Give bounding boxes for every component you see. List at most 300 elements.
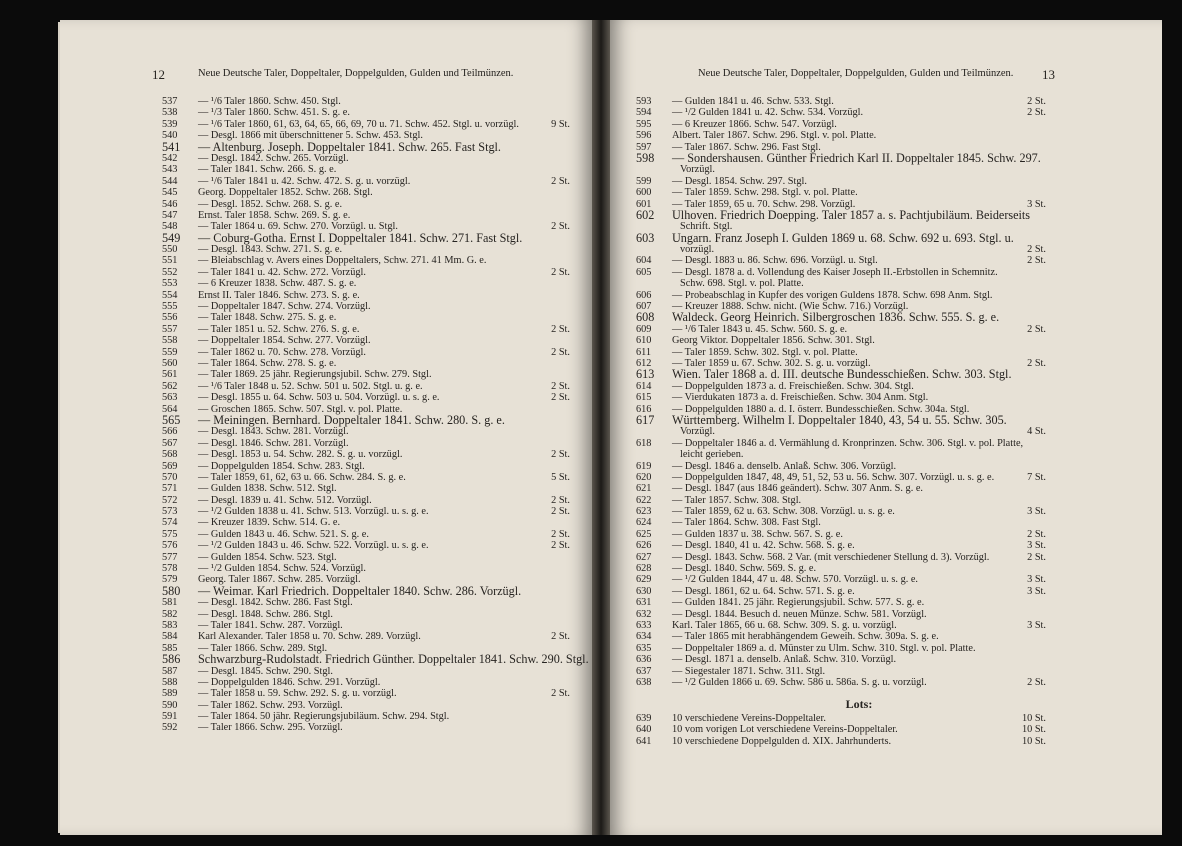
lot-number: 637: [636, 665, 652, 677]
catalog-entry: [672, 449, 1046, 460]
catalog-entry: [162, 175, 570, 187]
lot-description: — Doppelgulden 1873 a. d. Freischießen. Schw. 304. Stgl.: [672, 380, 914, 392]
lot-description: Ungarn. Franz Joseph I. Gulden 1869 u. 68. Schw. 692 u. 693. Stgl. u.: [672, 230, 1014, 245]
lot-number: 556: [162, 312, 178, 324]
lot-description: — Desgl. 1878 a. d. Vollendung des Kaiser Joseph II.-Erbstollen in Schemnitz.: [672, 266, 998, 278]
catalog-entry: [636, 540, 1046, 552]
lot-description: — Taler 1859, 65 u. 70. Schw. 298. Vorzügl.: [672, 198, 856, 210]
catalog-entry: [636, 323, 1046, 335]
catalog-entry: [636, 735, 1046, 747]
lot-number: 601: [636, 198, 652, 210]
catalog-entry: [162, 608, 570, 620]
catalog-entry: [162, 460, 570, 472]
lot-description: Schw. 698. Stgl. v. pol. Platte.: [680, 278, 804, 290]
lot-quantity: 3 St.: [1027, 574, 1046, 586]
running-header: Neue Deutsche Taler, Doppeltaler, Doppelgulden, Gulden und Teilmünzen.: [698, 68, 1014, 79]
catalog-entry: [162, 369, 570, 381]
lot-number: 543: [162, 164, 178, 176]
lot-description: Karl. Taler 1865, 66 u. 68. Schw. 309. S. g. u. vorzügl.: [672, 619, 897, 631]
lot-quantity: 2 St.: [1027, 528, 1046, 540]
catalog-entry: [636, 380, 1046, 392]
catalog-list: [636, 96, 1046, 688]
lot-description: — Sondershausen. Günther Friedrich Karl II. Doppeltaler 1845. Schw. 297.: [672, 150, 1041, 165]
lot-description: Albert. Taler 1867. Schw. 296. Stgl. v. pol. Platte.: [672, 130, 877, 142]
lot-number: 558: [162, 335, 178, 347]
lot-description: — Taler 1859, 61, 62, 63 u. 66. Schw. 284. S. g. e.: [198, 471, 406, 483]
catalog-entry: [636, 150, 1046, 165]
lot-description: — Siegestaler 1871. Schw. 311. Stgl.: [672, 665, 826, 677]
lot-number: 588: [162, 676, 178, 688]
catalog-entry: [636, 517, 1046, 529]
lot-number: 594: [636, 107, 652, 119]
lot-number: 628: [636, 563, 652, 575]
lot-description: — Desgl. 1848. Schw. 286. Stgl.: [198, 608, 333, 620]
lot-description: — Taler 1864. Schw. 278. S. g. e.: [198, 357, 337, 369]
lot-description: — ¹/2 Gulden 1866 u. 69. Schw. 586 u. 586a. S. g. u. vorzügl.: [672, 676, 927, 688]
left-page: [60, 20, 592, 835]
lot-description: — ¹/2 Gulden 1843 u. 46. Schw. 522. Vorzügl. u. s. g. e.: [198, 540, 429, 552]
lot-number: 603: [636, 230, 655, 245]
lot-description: — Desgl. 1847 (aus 1846 geändert). Schw. 307 Anm. S. g. e.: [672, 483, 924, 495]
lot-number: 587: [162, 665, 178, 677]
lot-quantity: 3 St.: [1027, 198, 1046, 210]
lot-description: — Taler 1841 u. 42. Schw. 272. Vorzügl.: [198, 266, 366, 278]
lot-quantity: 2 St.: [551, 380, 570, 392]
lot-number: 542: [162, 152, 178, 164]
lot-description: — Desgl. 1840, 41 u. 42. Schw. 568. S. g. e.: [672, 540, 855, 552]
lot-number: 602: [636, 207, 655, 222]
lot-description: — Taler 1858 u. 59. Schw. 292. S. g. u. vorzügl.: [198, 688, 397, 700]
lot-quantity: 2 St.: [551, 631, 570, 643]
lot-number: 548: [162, 221, 178, 233]
catalog-entry: [162, 346, 570, 358]
lot-description: Waldeck. Georg Heinrich. Silbergroschen 1836. Schw. 555. S. g. e.: [672, 310, 1000, 325]
catalog-entry: [636, 574, 1046, 586]
lot-number: 612: [636, 357, 652, 369]
lot-description: — Gulden 1854. Schw. 523. Stgl.: [198, 551, 337, 563]
lot-number: 581: [162, 597, 178, 609]
lot-number: 611: [636, 346, 652, 358]
catalog-entry: [162, 528, 570, 540]
catalog-entry: [162, 631, 570, 643]
lot-description: — Taler 1866. Schw. 295. Vorzügl.: [198, 722, 343, 734]
catalog-entry: [162, 266, 570, 278]
lot-description: — Desgl. 1839 u. 41. Schw. 512. Vorzügl.: [198, 494, 372, 506]
catalog-entry: [162, 412, 570, 427]
lot-number: 590: [162, 699, 178, 711]
lot-number: 559: [162, 346, 178, 358]
lot-description: — Taler 1869. 25 jähr. Regierungsjubil. Schw. 279. Stgl.: [198, 369, 432, 381]
lot-number: 621: [636, 483, 652, 495]
lot-quantity: 2 St.: [1027, 323, 1046, 335]
catalog-entry: [162, 312, 570, 324]
lot-number: 592: [162, 722, 178, 734]
catalog-entry: [636, 506, 1046, 518]
lot-quantity: 9 St.: [551, 118, 570, 130]
catalog-entry: [636, 392, 1046, 404]
lot-description: — Gulden 1843 u. 46. Schw. 521. S. g. e.: [198, 528, 369, 540]
catalog-entry: [636, 107, 1046, 119]
lot-number: 617: [636, 412, 655, 427]
catalog-entry: [162, 711, 570, 723]
lot-description: Georg Viktor. Doppeltaler 1856. Schw. 301. Stgl.: [672, 335, 875, 347]
catalog-entry: [162, 187, 570, 199]
lot-description: — Vierdukaten 1873 a. d. Freischießen. Schw. 304 Anm. Stgl.: [672, 392, 929, 404]
lot-number: 571: [162, 483, 178, 495]
catalog-entry: [162, 107, 570, 119]
lot-description: — Taler 1862 u. 70. Schw. 278. Vorzügl.: [198, 346, 366, 358]
lot-quantity: 4 St.: [1027, 426, 1046, 438]
lot-quantity: 5 St.: [551, 471, 570, 483]
lot-number: 599: [636, 175, 652, 187]
lot-description: — Taler 1859 u. 67. Schw. 302. S. g. u. vorzügl.: [672, 357, 871, 369]
lot-number: 541: [162, 139, 181, 154]
lot-number: 613: [636, 367, 655, 382]
catalog-entry: [636, 483, 1046, 495]
catalog-entry: [636, 175, 1046, 187]
lot-number: 580: [162, 583, 181, 598]
lot-quantity: 2 St.: [551, 175, 570, 187]
catalog-entry: [162, 198, 570, 210]
catalog-entry: [162, 392, 570, 404]
catalog-entry: [636, 118, 1046, 130]
lot-quantity: 2 St.: [1027, 357, 1046, 369]
lot-description: Georg. Doppeltaler 1852. Schw. 268. Stgl.: [198, 187, 373, 199]
lot-number: 600: [636, 187, 652, 199]
lot-quantity: 2 St.: [551, 540, 570, 552]
lot-number: 618: [636, 437, 652, 449]
lot-quantity: 2 St.: [1027, 244, 1046, 256]
lot-quantity: 2 St.: [551, 506, 570, 518]
lot-quantity: 2 St.: [551, 494, 570, 506]
lot-description: — Gulden 1837 u. 38. Schw. 567. S. g. e.: [672, 528, 843, 540]
lot-description: leicht gerieben.: [680, 449, 744, 461]
page-number: 12: [152, 67, 165, 82]
lot-description: Wien. Taler 1868 a. d. III. deutsche Bundesschießen. Schw. 303. Stgl.: [672, 367, 1012, 382]
lot-number: 582: [162, 608, 178, 620]
lot-description: — 6 Kreuzer 1838. Schw. 487. S. g. e.: [198, 278, 357, 290]
catalog-entry: [162, 563, 570, 575]
catalog-entry: [636, 665, 1046, 677]
lot-number: 616: [636, 403, 652, 415]
lot-description: — Desgl. 1846. Schw. 281. Vorzügl.: [198, 437, 349, 449]
catalog-entry: [162, 426, 570, 438]
catalog-entry: [162, 118, 570, 130]
lot-description: — Taler 1848. Schw. 275. S. g. e.: [198, 312, 337, 324]
catalog-entry: [162, 164, 570, 176]
lot-description: — Gulden 1838. Schw. 512. Stgl.: [198, 483, 337, 495]
lot-description: — Bleiabschlag v. Avers eines Doppeltalers, Schw. 271. 41 Mm. G. e.: [198, 255, 487, 267]
catalog-entry: [672, 278, 1046, 289]
catalog-entry: [162, 583, 570, 598]
lot-description: — Doppelgulden 1880 a. d. I. österr. Bundesschießen. Schw. 304a. Stgl.: [672, 403, 970, 415]
lot-number: 564: [162, 403, 178, 415]
lot-number: 609: [636, 323, 652, 335]
lot-quantity: 10 St.: [1021, 724, 1046, 736]
lot-number: 597: [636, 141, 652, 153]
lot-quantity: 2 St.: [1027, 96, 1046, 107]
lot-number: 566: [162, 426, 178, 438]
lot-number: 575: [162, 528, 178, 540]
lot-description: 10 verschiedene Doppelgulden d. XIX. Jahrhunderts.: [672, 735, 892, 747]
catalog-entry: [636, 310, 1046, 325]
catalog-entry: [636, 712, 1046, 724]
lot-number: 576: [162, 540, 178, 552]
lot-description: — Desgl. 1840. Schw. 569. S. g. e.: [672, 563, 817, 575]
lot-description: — Desgl. 1842. Schw. 286. Fast Stgl.: [198, 597, 353, 609]
lot-description: — Taler 1857. Schw. 308. Stgl.: [672, 494, 802, 506]
catalog-entry: [162, 96, 570, 107]
lot-description: — ¹/6 Taler 1860. Schw. 450. Stgl.: [198, 96, 341, 107]
lot-description: vorzügl.: [680, 244, 715, 256]
catalog-entry: [162, 699, 570, 711]
lot-number: 630: [636, 585, 652, 597]
catalog-entry: [162, 380, 570, 392]
lot-description: — 6 Kreuzer 1866. Schw. 547. Vorzügl.: [672, 118, 837, 130]
lot-number: 537: [162, 96, 178, 107]
lot-description: — Desgl. 1843. Schw. 568. 2 Var. (mit verschiedener Stellung d. 3). Vorzügl.: [672, 551, 990, 563]
catalog-entry: [636, 608, 1046, 620]
catalog-entry: [636, 642, 1046, 654]
lot-description: — Meiningen. Bernhard. Doppeltaler 1841. Schw. 280. S. g. e.: [198, 412, 505, 427]
lot-number: 562: [162, 380, 178, 392]
lot-quantity: 2 St.: [1027, 551, 1046, 563]
lot-description: Schrift. Stgl.: [680, 221, 733, 233]
lot-quantity: 2 St.: [551, 266, 570, 278]
lot-number: 633: [636, 619, 652, 631]
lot-description: — Groschen 1865. Schw. 507. Stgl. v. pol. Platte.: [198, 403, 403, 415]
lot-description: — Gulden 1841. 25 jähr. Regierungsjubil. Schw. 577. S. g. e.: [672, 597, 925, 609]
lot-description: — Probeabschlag in Kupfer des vorigen Guldens 1878. Schw. 698 Anm. Stgl.: [672, 289, 993, 301]
catalog-entry: [636, 130, 1046, 142]
catalog-entry: [636, 631, 1046, 643]
running-header: Neue Deutsche Taler, Doppeltaler, Doppelgulden, Gulden und Teilmünzen.: [198, 68, 514, 79]
book-gutter: [592, 20, 610, 835]
lot-description: Vorzügl.: [680, 426, 715, 438]
lot-number: 591: [162, 711, 178, 723]
catalog-entry: [636, 437, 1046, 449]
catalog-entry: [636, 255, 1046, 267]
catalog-entry: [672, 244, 1046, 255]
right-page: [610, 20, 1162, 835]
lot-number: 572: [162, 494, 178, 506]
lot-quantity: 3 St.: [1027, 506, 1046, 518]
lot-quantity: 2 St.: [551, 221, 570, 233]
lot-description: — Desgl. 1844. Besuch d. neuen Münze. Schw. 581. Vorzügl.: [672, 608, 927, 620]
lot-quantity: 3 St.: [1027, 585, 1046, 597]
catalog-entry: [636, 494, 1046, 506]
lot-number: 545: [162, 187, 178, 199]
catalog-entry: [636, 676, 1046, 688]
catalog-entry: [162, 722, 570, 734]
lot-description: — Taler 1841. Schw. 287. Vorzügl.: [198, 619, 343, 631]
lot-number: 579: [162, 574, 178, 586]
lot-description: — Doppelgulden 1854. Schw. 283. Stgl.: [198, 460, 365, 472]
lot-description: — Desgl. 1842. Schw. 265. Vorzügl.: [198, 152, 349, 164]
lot-description: Vorzügl.: [680, 164, 715, 176]
lot-number: 596: [636, 130, 652, 142]
catalog-entry: [636, 346, 1046, 358]
lot-number: 557: [162, 323, 178, 335]
lot-number: 635: [636, 642, 652, 654]
catalog-entry: [162, 506, 570, 518]
lot-description: — ¹/2 Gulden 1838 u. 41. Schw. 513. Vorzügl. u. s. g. e.: [198, 506, 429, 518]
lot-description: — Doppelgulden 1846. Schw. 291. Vorzügl.: [198, 676, 381, 688]
lot-number: 625: [636, 528, 652, 540]
lot-number: 624: [636, 517, 652, 529]
lot-description: — ¹/2 Gulden 1854. Schw. 524. Vorzügl.: [198, 563, 366, 575]
lot-number: 614: [636, 380, 652, 392]
lot-description: 10 vom vorigen Lot verschiedene Vereins-Doppeltaler.: [672, 724, 898, 736]
catalog-entry: [162, 517, 570, 529]
catalog-entry: [162, 244, 570, 256]
catalog-entry: [636, 619, 1046, 631]
lot-number: 607: [636, 301, 652, 313]
lot-description: — Taler 1864 u. 69. Schw. 270. Vorzügl. u. Stgl.: [198, 221, 398, 233]
lot-description: — Taler 1859. Schw. 302. Stgl. v. pol. Platte.: [672, 346, 858, 358]
lot-number: 565: [162, 412, 181, 427]
lot-number: 605: [636, 266, 652, 278]
catalog-entry: [162, 471, 570, 483]
catalog-entry: [636, 471, 1046, 483]
catalog-entry: [636, 266, 1046, 278]
lot-description: — Gulden 1841 u. 46. Schw. 533. Stgl.: [672, 96, 834, 107]
catalog-entry: [162, 255, 570, 267]
catalog-entry: [636, 187, 1046, 199]
lot-number: 547: [162, 209, 178, 221]
catalog-entry: [162, 449, 570, 461]
lot-number: 634: [636, 631, 652, 643]
lot-number: 627: [636, 551, 652, 563]
lot-number: 539: [162, 118, 178, 130]
lot-description: — Taler 1862. Schw. 293. Vorzügl.: [198, 699, 343, 711]
catalog-entry: [636, 96, 1046, 107]
catalog-entry: [636, 551, 1046, 563]
catalog-entry: [162, 652, 589, 667]
lot-number: 585: [162, 642, 178, 654]
lot-number: 563: [162, 392, 178, 404]
lot-quantity: 7 St.: [1027, 471, 1046, 483]
lot-description: — Taler 1867. Schw. 296. Fast Stgl.: [672, 141, 821, 153]
lot-description: — Desgl. 1866 mit überschnittener 5. Schw. 453. Stgl.: [198, 130, 423, 142]
lot-number: 586: [162, 652, 181, 667]
lot-quantity: 10 St.: [1021, 712, 1046, 724]
catalog-entry: [672, 164, 1046, 175]
lot-number: 606: [636, 289, 652, 301]
lot-description: — Doppeltaler 1846 a. d. Vermählung d. Kronprinzen. Schw. 306. Stgl. v. pol. Platte,: [672, 437, 1024, 449]
catalog-entry: [162, 437, 570, 449]
lot-number: 553: [162, 278, 178, 290]
catalog-entry: [162, 483, 570, 495]
lot-description: — Desgl. 1853 u. 54. Schw. 282. S. g. u. vorzügl.: [198, 449, 403, 461]
catalog-entry: [636, 597, 1046, 609]
lot-description: — Taler 1841. Schw. 266. S. g. e.: [198, 164, 337, 176]
lot-number: 632: [636, 608, 652, 620]
page-number: 13: [1042, 67, 1055, 82]
lot-description: — Altenburg. Joseph. Doppeltaler 1841. Schw. 265. Fast Stgl.: [198, 139, 501, 154]
lot-number: 619: [636, 460, 652, 472]
lot-description: — Desgl. 1852. Schw. 268. S. g. e.: [198, 198, 343, 210]
lot-description: — ¹/6 Taler 1843 u. 45. Schw. 560. S. g. e.: [672, 323, 848, 335]
catalog-entry: [162, 230, 570, 245]
lot-quantity: 2 St.: [551, 688, 570, 700]
lot-quantity: 2 St.: [1027, 107, 1046, 119]
lot-quantity: 2 St.: [1027, 255, 1046, 267]
catalog-entry: [162, 551, 570, 563]
lot-number: 589: [162, 688, 178, 700]
catalog-entry: [162, 665, 570, 677]
catalog-entry: [162, 676, 570, 688]
lot-number: 554: [162, 289, 178, 301]
catalog-entry: [162, 139, 570, 154]
lot-description: — Desgl. 1846 a. denselb. Anlaß. Schw. 306. Vorzügl.: [672, 460, 897, 472]
lot-description: — Coburg-Gotha. Ernst I. Doppeltaler 1841. Schw. 271. Fast Stgl.: [198, 230, 523, 245]
lot-description: Karl Alexander. Taler 1858 u. 70. Schw. 289. Vorzügl.: [198, 631, 421, 643]
catalog-entry: [162, 301, 570, 313]
catalog-entry: [636, 335, 1046, 347]
lot-description: — Taler 1859. Schw. 298. Stgl. v. pol. Platte.: [672, 187, 858, 199]
lot-description: — ¹/2 Gulden 1844, 47 u. 48. Schw. 570. Vorzügl. u. s. g. e.: [672, 574, 919, 586]
lot-number: 636: [636, 654, 652, 666]
lot-number: 593: [636, 96, 652, 107]
lot-number: 567: [162, 437, 178, 449]
lot-description: — Kreuzer 1839. Schw. 514. G. e.: [198, 517, 341, 529]
lot-description: — Doppeltaler 1854. Schw. 277. Vorzügl.: [198, 335, 371, 347]
lot-number: 604: [636, 255, 652, 267]
lot-description: — Desgl. 1854. Schw. 297. Stgl.: [672, 175, 807, 187]
lot-description: — Desgl. 1861, 62 u. 64. Schw. 571. S. g. e.: [672, 585, 855, 597]
catalog-entry: [636, 654, 1046, 666]
lot-quantity: 2 St.: [551, 346, 570, 358]
catalog-list: [162, 96, 589, 734]
lot-number: 549: [162, 230, 181, 245]
catalog-entry: [636, 563, 1046, 575]
catalog-entry: [162, 597, 570, 609]
catalog-entry: [162, 323, 570, 335]
catalog-entry: [636, 289, 1046, 301]
lot-description: — ¹/3 Taler 1860. Schw. 451. S. g. e.: [198, 107, 350, 119]
lot-number: 610: [636, 335, 652, 347]
lot-number: 622: [636, 494, 652, 506]
lot-description: — Desgl. 1871 a. denselb. Anlaß. Schw. 310. Vorzügl.: [672, 654, 897, 666]
lot-description: Schwarzburg-Rudolstadt. Friedrich Günther. Doppeltaler 1841. Schw. 290. Stgl.: [198, 652, 589, 667]
catalog-entry: [636, 207, 1046, 222]
catalog-entry: [636, 528, 1046, 540]
lot-number: 561: [162, 369, 178, 381]
catalog-entry: [636, 724, 1046, 736]
lot-quantity: 10 St.: [1021, 735, 1046, 747]
lot-description: — ¹/6 Taler 1848 u. 52. Schw. 501 u. 502. Stgl. u. g. e.: [198, 380, 423, 392]
catalog-entry: [636, 367, 1046, 382]
lot-number: 544: [162, 175, 178, 187]
lot-number: 583: [162, 619, 178, 631]
catalog-entry: [672, 426, 1046, 437]
lot-description: — Desgl. 1845. Schw. 290. Stgl.: [198, 665, 333, 677]
lot-number: 638: [636, 676, 652, 688]
lot-number: 560: [162, 357, 178, 369]
lot-quantity: 2 St.: [551, 449, 570, 461]
lot-description: — Desgl. 1855 u. 64. Schw. 503 u. 504. Vorzügl. u. s. g. e.: [198, 392, 440, 404]
lot-number: 546: [162, 198, 178, 210]
lot-description: — Taler 1859, 62 u. 63. Schw. 308. Vorzügl. u. s. g. e.: [672, 506, 895, 518]
lot-number: 584: [162, 631, 178, 643]
lot-number: 626: [636, 540, 652, 552]
lot-description: 10 verschiedene Vereins-Doppeltaler.: [672, 712, 826, 724]
lot-description: Württemberg. Wilhelm I. Doppeltaler 1840, 43, 54 u. 55. Schw. 305.: [672, 412, 1007, 427]
catalog-entry: [162, 619, 570, 631]
lot-number: 555: [162, 301, 178, 313]
lot-quantity: 2 St.: [551, 528, 570, 540]
